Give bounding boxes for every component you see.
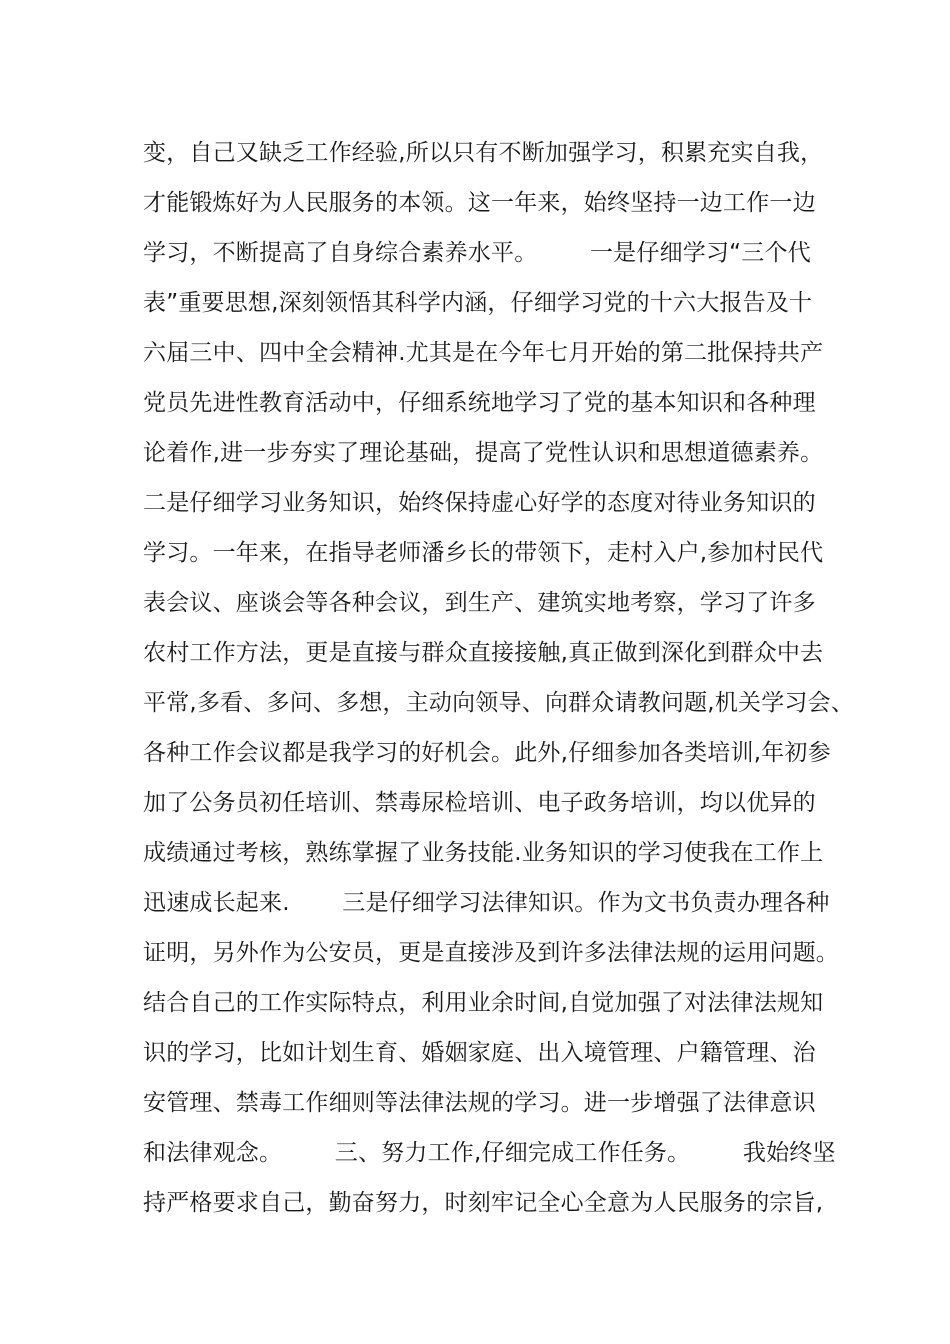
text-line: 六届三中、四中全会精神.尤其是在今年七月开始的第二批保持共产 [143, 340, 824, 366]
text-line: 迅速成长起来. 三是仔细学习法律知识。作为文书负责办理各种 [143, 890, 830, 916]
text-line: 加了公务员初任培训、禁毒尿检培训、电子政务培训，均以优异的 [143, 790, 816, 816]
text-line: 平常,多看、多问、多想，主动向领导、向群众请教问题,机关学习会、 [143, 690, 855, 716]
text-line: 党员先进性教育活动中，仔细系统地学习了党的基本知识和各种理 [143, 390, 816, 416]
text-line: 学习，不断提高了自身综合素养水平。 一是仔细学习“三个代 [143, 240, 811, 266]
text-line: 才能锻炼好为人民服务的本领。这一年来，始终坚持一边工作一边 [143, 190, 816, 216]
text-line: 表会议、座谈会等各种会议，到生产、建筑实地考察，学习了许多 [143, 590, 816, 616]
text-line: 结合自己的工作实际特点，利用业余时间,自觉加强了对法律法规知 [143, 990, 824, 1016]
text-line: 和法律观念。 三、努力工作,仔细完成工作任务。 我始终坚 [143, 1140, 836, 1166]
text-line: 表”重要思想,深刻领悟其科学内涵，仔细学习党的十六大报告及十 [143, 290, 813, 316]
text-line: 安管理、禁毒工作细则等法律法规的学习。进一步增强了法律意识 [143, 1090, 816, 1116]
body-text [143, 128, 855, 1228]
text-line: 论着作,进一步夯实了理论基础，提高了党性认识和思想道德素养。 [143, 440, 824, 466]
text-line: 识的学习，比如计划生育、婚姻家庭、出入境管理、户籍管理、治 [143, 1040, 816, 1066]
text-line: 学习。一年来，在指导老师潘乡长的带领下，走村入户,参加村民代 [143, 540, 824, 566]
text-line: 变，自己又缺乏工作经验,所以只有不断加强学习，积累充实自我， [143, 140, 824, 166]
text-line: 证明，另外作为公安员，更是直接涉及到许多法律法规的运用问题。 [143, 940, 839, 966]
text-line: 农村工作方法，更是直接与群众直接接触,真正做到深化到群众中去 [143, 640, 824, 666]
text-line: 各种工作会议都是我学习的好机会。此外,仔细参加各类培训,年初参 [143, 740, 831, 766]
text-line: 二是仔细学习业务知识，始终保持虚心好学的态度对待业务知识的 [143, 490, 816, 516]
text-line: 成绩通过考核，熟练掌握了业务技能.业务知识的学习使我在工作上 [143, 840, 824, 866]
text-line: 持严格要求自己，勤奋努力，时刻牢记全心全意为人民服务的宗旨, [143, 1190, 824, 1216]
